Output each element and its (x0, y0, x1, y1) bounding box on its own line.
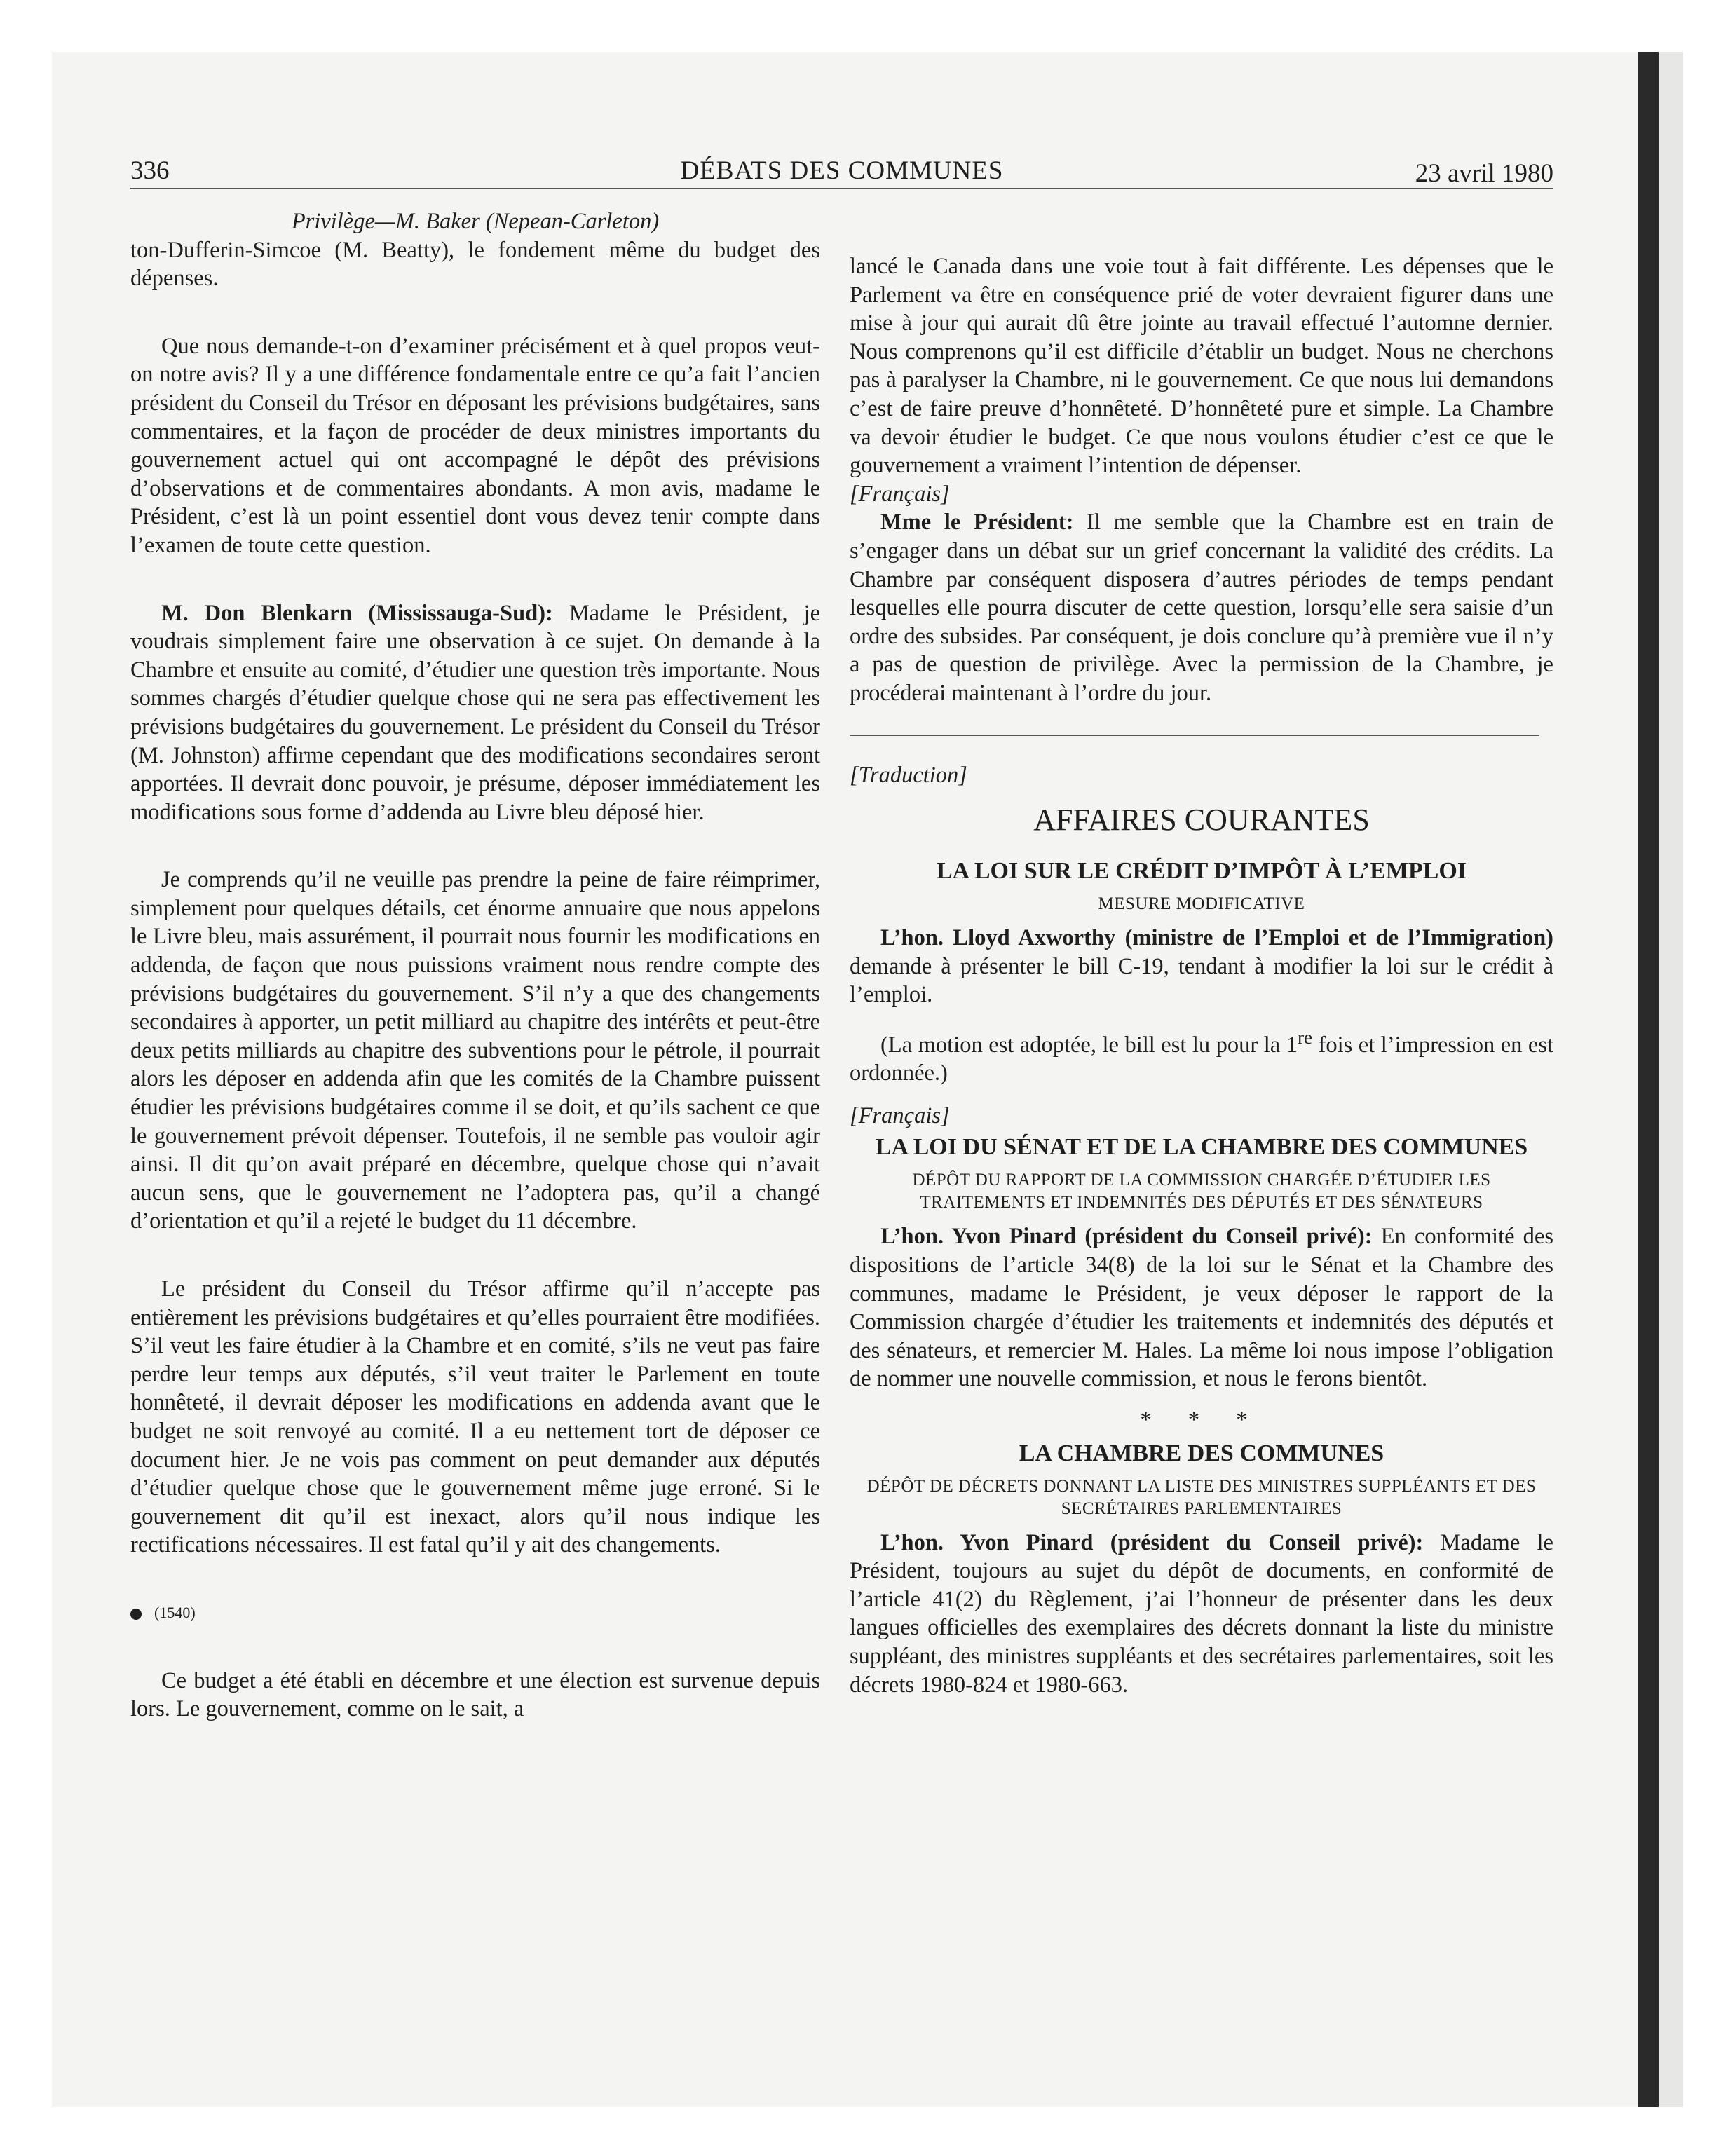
language-marker: [Traduction] (850, 762, 967, 788)
speaker-name: L’hon. Yvon Pinard (président du Conseil privé): (880, 1529, 1424, 1555)
paragraph-gap (130, 293, 820, 332)
language-marker: [Français] (850, 481, 950, 507)
paragraph: ton-Dufferin-Simcoe (M. Beatty), le fondement même du budget des dépenses. (130, 237, 820, 292)
paragraph-gap (850, 1009, 1553, 1023)
section-stars: * * * (1140, 1407, 1263, 1433)
language-marker: [Français] (850, 1103, 950, 1128)
paragraph-gap (130, 826, 820, 866)
right-column (850, 252, 1553, 1699)
paragraph-gap (850, 1088, 1553, 1102)
speech-text: Madame le Président, je voudrais simplement faire une observation à ce sujet. On demande à la Chambre et ensuite au comité, d’étudier une question très importante. Nous sommes chargés d’étudier quelque chose qui ne sera pas effectivement les prévisions budgétaires du gouvernement. Le président du Conseil du Trésor (M. Johnston) affirme cependant que des modifications secondaires seront apportées. Il devrait donc pouvoir, je présume, déposer immédiatement les modifications sous forme d’addenda au Livre bleu déposé hier. (130, 600, 820, 825)
paragraph: Le président du Conseil du Trésor affirme qu’il n’accepte pas entièrement les prévisions budgétaires et qu’elles pourraient être modifiées. S’il veut les faire étudier à la Chambre et en comité, s’ils ne veut pas faire perdre leur temps aux députés, s’il veut traiter le Parlement en toute honnêteté, il devrait déposer les modifications en addenda avant que le budget ne soit renvoyé au comité. Il a eu nettement tort de déposer ce document hier. Je ne vois pas comment on peut demander aux députés d’étudier quelque chose que le gouvernement même juge erroné. Si le gouvernement dit qu’il est inexact, alors qu’il nous indique les rectifications nécessaires. Il est fatal qu’il y ait des changements. (130, 1276, 820, 1558)
bullet-dot-icon (130, 1609, 142, 1620)
speech-text: En conformité des dispositions de l’article 34(8) de la loi sur le Sénat et la Chambre des communes, madame le Président, je veux déposer le rapport de la Commission chargée d’étudier les traitements et indemnités des députés et des sénateurs, et remercier M. Hales. La même loi nous impose l’obligation de nommer une nouvelle commission, et nous le ferons bientôt. (850, 1224, 1553, 1392)
section-divider (850, 735, 1539, 736)
header-rule (130, 188, 1553, 189)
speech-blenkarn (130, 599, 820, 827)
time-marker-text: (1540) (154, 1603, 196, 1621)
paragraph-gap (130, 1628, 820, 1667)
scan-edge-margin (1659, 52, 1683, 2107)
paragraph: Ce budget a été établi en décembre et une élection est survenue depuis lors. Le gouvernement, comme on le sait, a (130, 1667, 820, 1722)
speech-pinard (850, 1222, 1553, 1393)
speaker-name: L’hon. Yvon Pinard (président du Conseil privé): (880, 1224, 1373, 1250)
speech-pinard (850, 1529, 1553, 1700)
paragraph-gap (130, 1560, 820, 1599)
page-number: 336 (130, 156, 170, 185)
paragraph: Que nous demande-t-on d’examiner précisément et à quel propos veut-on notre avis? Il y a une différence fondamentale entre ce qu’a fait l’ancien président du Conseil du Trésor en déposant les prévisions budgétaires, sans commentaires, et la façon de procéder de deux ministres importants du gouvernement actuel qui ont accompagné le dépôt des prévisions d’observations et de commentaires abondants. A mon avis, madame le Président, c’est là un point essentiel dont vous devez tenir compte dans l’examen de toute cette question. (130, 333, 820, 558)
speech-text: Il me semble que la Chambre est en train de s’engager dans un débat sur un grief concernant la validité des crédits. La Chambre par conséquent disposera d’autres périodes de temps pendant lesquelles elle pourra discuter de cette question, lorsqu’elle sera saisie d’un ordre des subsides. Par conséquent, je dois conclure qu’à première vue il n’y a pas de question de privilège. Avec la permission de la Chambre, je procéderai maintenant à l’ordre du jour. (850, 510, 1553, 706)
subsection-title: LA CHAMBRE DES COMMUNES (1019, 1440, 1384, 1466)
subsection-subtitle: DÉPÔT DU RAPPORT DE LA COMMISSION CHARGÉE D’ÉTUDIER LES TRAITEMENTS ET INDEMNITÉS DES DÉPUTÉS ET DES SÉNATEURS (912, 1171, 1491, 1213)
subsection-subtitle: MESURE MODIFICATIVE (1098, 894, 1305, 914)
speaker-name: M. Don Blenkarn (Mississauga-Sud): (161, 600, 553, 626)
speaker-name: Mme le Président: (880, 510, 1074, 535)
speech-text: Madame le Président, toujours au sujet du dépôt de documents, en conformité de l’article 41(2) du Règlement, j’ai l’honneur de présenter dans les deux langues officielles des exemplaires des décrets donnant la liste du ministre suppléant, des ministres suppléants et des secrétaires parlementaires, soit les décrets 1980-824 et 1980-663. (850, 1529, 1553, 1698)
section-title: AFFAIRES COURANTES (1033, 803, 1370, 838)
speaker-name: L’hon. Lloyd Axworthy (ministre de l’Emploi et de l’Immigration) (880, 925, 1553, 951)
paragraph-gap (130, 1236, 820, 1275)
paragraph: Je comprends qu’il ne veuille pas prendre la peine de faire réimprimer, simplement pour quelques détails, cet énorme annuaire que nous appelons le Livre bleu, mais assurément, il pourrait nous fournir les modifications en addenda, de façon que nous puissions vraiment nous rendre compte des prévisions budgétaires du gouvernement. S’il n’y a que des changements secondaires à apporter, un petit milliard au chapitre des intérêts et peut-être deux petits milliards au chapitre des subventions pour le pétrole, il pourrait alors les déposer en addenda afin que les comités de la Chambre puissent étudier les prévisions budgétaires comme il se doit, et qu’ils sachent ce que le gouvernement prévoit dépenser. Toutefois, il ne semble pas vouloir agir ainsi. Il dit qu’on avait préparé en décembre, quelque chose qui n’avait aucun sens, que le gouvernement ne l’adoptera pas, qu’il a changé d’orientation et qu’il a rejeté le budget du 11 décembre. (130, 867, 820, 1234)
time-marker (130, 1599, 820, 1628)
left-column (130, 207, 820, 1724)
subsection-subtitle: DÉPÔT DE DÉCRETS DONNANT LA LISTE DES MINISTRES SUPPLÉANTS ET DES SECRÉTAIRES PARLEMENTAIRES (866, 1476, 1537, 1518)
subsection-title: LA LOI SUR LE CRÉDIT D’IMPÔT À L’EMPLOI (936, 858, 1467, 885)
speech-axworthy (850, 924, 1553, 1009)
motion-note: (La motion est adoptée, le bill est lu pour la 1re fois et l’impression en est ordonnée.) (850, 1026, 1553, 1086)
paragraph: lancé le Canada dans une voie tout à fait différente. Les dépenses que le Parlement va être en conséquence prié de voter devraient figurer dans une mise à jour qui aurait dû être jointe au travail effectué l’automne dernier. Nous comprenons qu’il est difficile d’établir un budget. Nous ne cherchons pas à paralyser la Chambre, ni le gouvernement. Ce que nous lui demandons c’est de faire preuve d’honnêteté. D’honnêteté pure et simple. La Chambre va devoir étudier le budget. Ce que nous voulons étudier c’est ce que le gouvernement a vraiment l’intention de dépenser. (850, 254, 1553, 479)
scan-edge-shadow (1638, 52, 1659, 2107)
subsection-title: LA LOI DU SÉNAT ET DE LA CHAMBRE DES COMMUNES (875, 1134, 1528, 1161)
speech-president (850, 508, 1553, 707)
paragraph-gap (130, 560, 820, 599)
page-title: DÉBATS DES COMMUNES (680, 156, 1004, 185)
running-head: Privilège—M. Baker (Nepean-Carleton) (291, 209, 660, 234)
page-header (130, 156, 1553, 191)
page-date: 23 avril 1980 (1415, 159, 1553, 188)
speech-text: demande à présenter le bill C-19, tendant à modifier la loi sur le crédit à l’emploi. (850, 953, 1553, 1008)
